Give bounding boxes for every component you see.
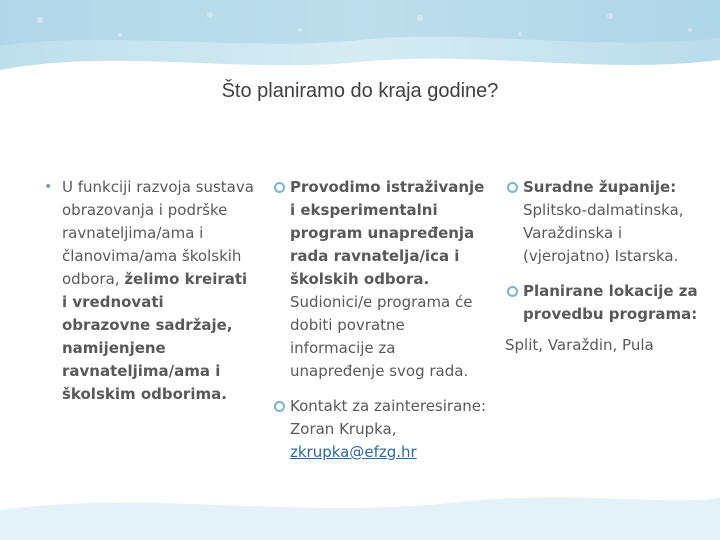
contact-text xyxy=(290,395,490,464)
goal-text-plain: U funkciji razvoja sustava obrazovanja i podrške ravnateljima/ama i članovima/ama školskih odbora, xyxy=(62,178,254,288)
bullet-ring-icon xyxy=(274,401,285,412)
goal-text xyxy=(62,176,254,406)
column-goals xyxy=(44,176,254,406)
column-program xyxy=(272,176,490,464)
list-item xyxy=(505,280,705,326)
locations-list: Split, Varaždin, Pula xyxy=(505,336,654,354)
contact-label: Kontakt za zainteresirane: Zoran Krupka, xyxy=(290,397,487,438)
goal-text-bold: želimo kreirati i vrednovati obrazovne sadržaje, namijenjene ravnateljima/ama i školskim odborima. xyxy=(62,270,248,403)
bullet-ring-icon xyxy=(274,182,285,193)
program-text-plain: Sudionici/e programa će dobiti povratne informacije za unapređenje svog rada. xyxy=(290,293,473,380)
list-item xyxy=(272,395,490,464)
program-text-bold: Provodimo istraživanje i eksperimentalni program unapređenja rada ravnatelja/ica i školskih odbora. xyxy=(290,178,485,288)
counties-heading: Suradne županije: xyxy=(523,178,677,196)
column-locations xyxy=(505,176,705,357)
list-item xyxy=(44,176,254,406)
contact-email-link[interactable]: zkrupka@efzg.hr xyxy=(290,443,417,461)
program-text xyxy=(290,176,490,383)
bullet-ring-icon xyxy=(507,286,518,297)
list-item xyxy=(272,176,490,383)
slide-title: Što planiramo do kraja godine? xyxy=(221,80,499,102)
bullet-ring-icon xyxy=(507,182,518,193)
bullet-dot-icon: • xyxy=(44,179,53,195)
list-item xyxy=(505,176,705,268)
counties-text xyxy=(523,176,705,268)
locations-heading: Planirane lokacije za provedbu programa: xyxy=(523,282,698,323)
counties-list: Splitsko-dalmatinska, Varaždinska i (vjerojatno) Istarska. xyxy=(523,201,684,265)
